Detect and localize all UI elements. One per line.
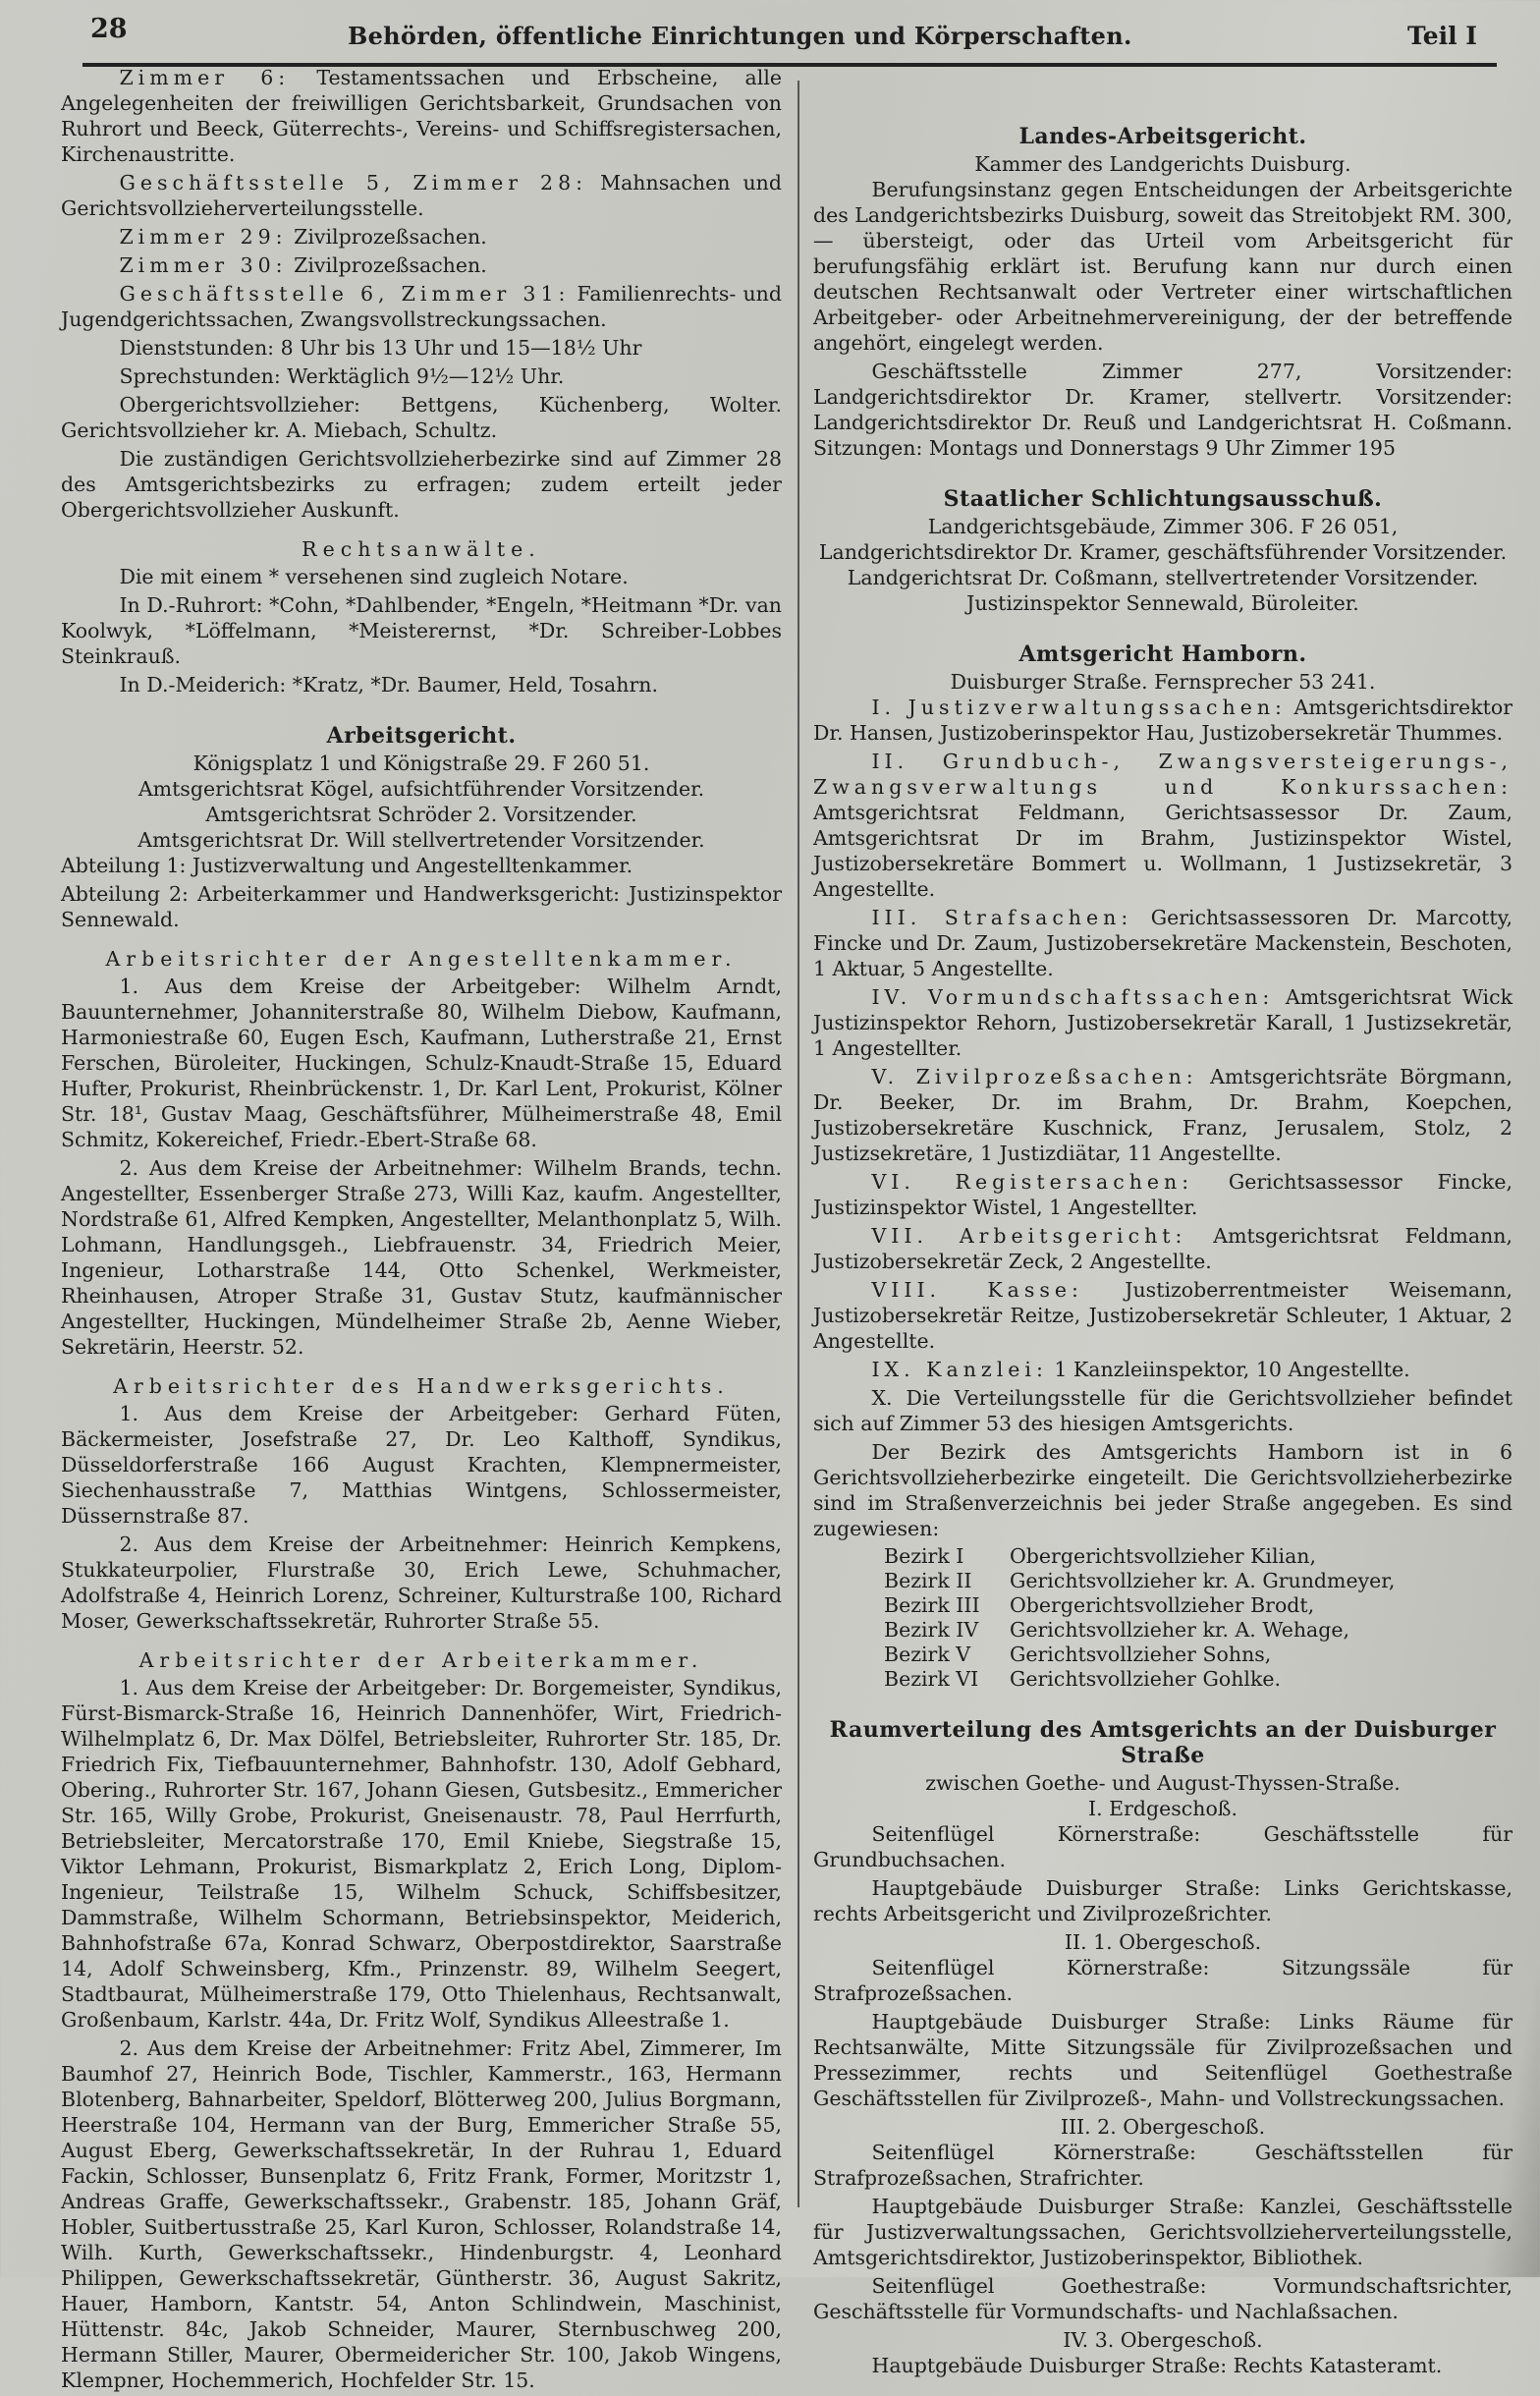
district-label: Bezirk VI <box>884 1667 979 1691</box>
centered-line: I. Erdgeschoß. <box>1087 1797 1238 1820</box>
paragraph-text: Familienrechts- und Jugendgerichtssachen, Zwangsvollstreckungssachen. <box>61 282 783 331</box>
paragraph-text: Hauptgebäude Duisburger Straße: Kanzlei, Geschäftsstelle für Justizverwaltungssachen, Gerichtsvollzieherverteilungsstelle, Amtsgerichtsdirektor, Justizoberinspektor, Bibliothek. <box>813 2195 1512 2269</box>
paragraph <box>61 672 782 697</box>
paragraph-text: Dienststunden: 8 Uhr bis 13 Uhr und 15—18½ Uhr <box>119 336 642 360</box>
paragraph-text: In D.-Ruhrort: *Cohn, *Dahlbender, *Engeln, *Heitmann *Dr. van Koolwyk, *Löffelmann, *Meisterernst, *Dr. Schreiber-Lobbes Steinkrauß. <box>61 593 782 668</box>
centered-line: Amtsgerichtsrat Dr. Will stellvertretender Vorsitzender. <box>138 828 705 852</box>
section-heading: Arbeitsgericht. <box>326 723 517 749</box>
paragraph-label: V. Zivilprozeßsachen: <box>871 1065 1198 1088</box>
district-row <box>884 1569 1512 1593</box>
paragraph-label: VIII. Kasse: <box>871 1278 1083 1302</box>
paragraph-text: Testamentssachen und Erbscheine, alle Angelegenheiten der freiwilligen Gerichtsbarkeit, Grundsachen von Ruhrort und Beeck, Güterrechts-, Vereins- und Schiffsregistersachen, Kirchenaustritte. <box>61 66 783 166</box>
centered-line: Amtsgerichtsrat Kögel, aufsichtführender Vorsitzender. <box>138 777 705 801</box>
paragraph-label: Geschäftsstelle 6, Zimmer 31: <box>119 282 571 306</box>
paragraph-text: Amtsgerichtsrat Wick Justizinspektor Rehorn, Justizobersekretär Karall, 1 Justizsekretär, 1 Angestellter. <box>813 985 1512 1060</box>
section-subheading: Arbeitsrichter der Arbeiterkammer. <box>138 1648 704 1672</box>
paragraph <box>61 2035 782 2393</box>
paragraph <box>61 1675 782 2033</box>
paragraph <box>813 1821 1512 1872</box>
district-officer: Obergerichtsvollzieher Brodt, <box>1010 1593 1315 1617</box>
paragraph-label: Geschäftsstelle 5, Zimmer 28: <box>119 171 588 195</box>
paragraph <box>61 335 782 361</box>
paragraph-text: Die mit einem * versehenen sind zugleich Notare. <box>119 565 629 588</box>
district-label: Bezirk IV <box>884 1618 979 1642</box>
centered-line: Amtsgerichtsrat Schröder 2. Vorsitzender. <box>205 803 637 826</box>
paragraph <box>813 1357 1512 1382</box>
paragraph-text: Seitenflügel Goethestraße: Vormundschaftsrichter, Geschäftsstelle für Vormundschafts- und Nachlaßsachen. <box>813 2274 1512 2323</box>
paragraph <box>813 2194 1512 2270</box>
paragraph <box>61 65 782 167</box>
section-subheading: Arbeitsrichter der Angestelltenkammer. <box>105 947 738 971</box>
paragraph-label: IX. Kanzlei: <box>871 1358 1048 1381</box>
paragraph-text: Justizoberrentmeister Weisemann, Justizobersekretär Reitze, Justizobersekretär Schleuter, 1 Aktuar, 2 Angestellte. <box>813 1278 1512 1353</box>
centered-line: Königsplatz 1 und Königstraße 29. F 260 51. <box>192 752 650 775</box>
paragraph <box>61 592 782 669</box>
paragraph-label: Zimmer 6: <box>119 66 291 89</box>
paragraph-text: In D.-Meiderich: *Kratz, *Dr. Baumer, Held, Tosahrn. <box>119 673 658 697</box>
paragraph-text: Seitenflügel Körnerstraße: Geschäftsstelle für Grundbuchsachen. <box>813 1822 1512 1871</box>
paragraph-text: Hauptgebäude Duisburger Straße: Rechts Katasteramt. <box>871 2354 1443 2377</box>
paragraph-text: 1. Aus dem Kreise der Arbeitgeber: Dr. Borgemeister, Syndikus, Fürst-Bismarck-Straße 16, Heinrich Dannenhöfer, Wirt, Friedrich-Wilhelmplatz 6, Dr. Max Dölfel, Betriebsleiter, Ruhrorter Str. 185, Dr. Friedrich Fix, Tiefbauunternehmer, Bahnhofstr. 130, Adolf Gebhard, Obering., Ruhrorter Str. 167, Johann Giesen, Gutsbesitz., Emmericher Str. 165, Willy Grobe, Prokurist, Gneisenaustr. 78, Paul Herrfurth, Betriebsleiter, Mercatorstraße 170, Emil Kniebe, Siegstraße 15, Viktor Lehmann, Prokurist, Bismarkplatz 2, Erich Long, Diplom-Ingenieur, Teilstraße 15, Wilhelm Schuck, Schiffsbesitzer, Dammstraße, Wilhelm Schormann, Betriebsinspektor, Meiderich, Bahnhofstraße 67a, Konrad Schwarz, Oberpostdirektor, Saarstraße 14, Adolf Schweinsberg, Kfm., Prinzenstr. 89, Wilhelm Seegert, Stadtbaurat, Mülheimerstraße 179, Otto Thielenhaus, Rechtsanwalt, Großenbaum, Karlstr. 44a, Dr. Fritz Wolf, Syndikus Alleestraße 1. <box>61 1676 782 2032</box>
section-heading: Landes-Arbeitsgericht. <box>1018 124 1307 149</box>
paragraph-text: Seitenflügel Körnerstraße: Geschäftsstellen für Strafprozeßsachen, Strafrichter. <box>813 2141 1512 2190</box>
paragraph-text: Die zuständigen Gerichtsvollzieherbezirke sind auf Zimmer 28 des Amtsgerichtsbezirks zu erfragen; zudem erteilt jeder Obergerichtsvollzieher Auskunft. <box>61 447 782 522</box>
centered-line: II. 1. Obergeschoß. <box>1064 1930 1262 1954</box>
paragraph <box>813 2140 1512 2191</box>
centered-line: Landgerichtsrat Dr. Coßmann, stellvertretender Vorsitzender. <box>847 566 1479 589</box>
district-row <box>884 1593 1512 1618</box>
paragraph-text: Zivilprozeßsachen. <box>287 225 487 249</box>
paragraph <box>813 749 1512 902</box>
section-subheading: Rechtsanwälte. <box>302 537 541 561</box>
paragraph-label: I. Justizverwaltungssachen: <box>871 696 1287 719</box>
paragraph <box>813 1169 1512 1220</box>
paragraph <box>61 363 782 389</box>
paragraph-label: IV. Vormundschaftssachen: <box>871 985 1275 1009</box>
paragraph <box>813 2353 1512 2378</box>
district-label: Bezirk V <box>884 1643 971 1666</box>
district-officer: Gerichtsvollzieher kr. A. Grundmeyer, <box>1010 1569 1396 1592</box>
section-heading: Staatlicher Schlichtungsausschuß. <box>943 486 1383 512</box>
paragraph <box>61 170 782 221</box>
paragraph-label: VI. Registersachen: <box>871 1170 1194 1194</box>
paragraph <box>61 224 782 250</box>
district-row <box>884 1643 1512 1667</box>
paragraph <box>813 1385 1512 1436</box>
page-number: 28 <box>90 14 128 44</box>
paragraph-label: II. Grundbuch-, Zwangsversteigerungs-, Zwangsverwaltungs und Konkurssachen: <box>813 750 1512 799</box>
paragraph <box>813 2009 1512 2111</box>
district-officer: Obergerichtsvollzieher Kilian, <box>1010 1544 1317 1568</box>
paragraph-text: Sprechstunden: Werktäglich 9½—12½ Uhr. <box>119 364 565 388</box>
district-label: Bezirk II <box>884 1569 972 1592</box>
paragraph-text: 1. Aus dem Kreise der Arbeitgeber: Gerhard Füten, Bäckermeister, Josefstraße 27, Dr. Leo Kalthoff, Syndikus, Düsseldorferstraße 166 August Krachten, Klempnermeister, Siechenhausstraße 7, Matthias Wintgens, Schlossermeister, Düssernstraße 87. <box>61 1402 782 1528</box>
paragraph <box>61 281 782 332</box>
district-row <box>884 1618 1512 1643</box>
paragraph-text: Hauptgebäude Duisburger Straße: Links Räume für Rechtsanwälte, Mitte Sitzungssäle für Zivilprozeßsachen und Pressezimmer, rechts und Seitenflügel Goethestraße Geschäftsstellen für Zivilprozeß-, Mahn- und Vollstreckungssachen. <box>813 2010 1512 2110</box>
entry-line: Abteilung 2: Arbeiterkammer und Handwerksgericht: Justizinspektor Sennewald. <box>61 882 782 931</box>
paragraph <box>61 564 782 589</box>
centered-line: III. 2. Obergeschoß. <box>1060 2115 1266 2139</box>
paragraph <box>813 905 1512 981</box>
entry-line: Abteilung 1: Justizverwaltung und Angestelltenkammer. <box>61 854 633 877</box>
paragraph <box>813 1955 1512 2006</box>
section-heading: Raumverteilung des Amtsgerichts an der Duisburger Straße <box>829 1717 1497 1768</box>
district-label: Bezirk III <box>884 1593 980 1617</box>
paragraph-text: Seitenflügel Körnerstraße: Sitzungssäle für Strafprozeßsachen. <box>813 1956 1512 2005</box>
paragraph-label: VII. Arbeitsgericht: <box>871 1224 1187 1248</box>
paragraph-text: Geschäftsstelle Zimmer 277, Vorsitzender: Landgerichtsdirektor Dr. Kramer, stellvertr. Vorsitzender: Landgerichtsdirektor Dr. Reuß und Landgerichtsrat H. Coßmann. Sitzungen: Montags und Donnerstags 9 Uhr Zimmer 195 <box>813 360 1512 460</box>
paragraph-text: 1 Kanzleiinspektor, 10 Angestellte. <box>1047 1358 1410 1381</box>
left-column <box>61 65 782 2396</box>
centered-line: Kammer des Landgerichts Duisburg. <box>974 152 1351 176</box>
paragraph-text: 2. Aus dem Kreise der Arbeitnehmer: Wilhelm Brands, techn. Angestellter, Essenberger Straße 273, Willi Kaz, kaufm. Angestellter, Nordstraße 61, Alfred Kempken, Angestellter, Melanthonplatz 5, Wilh. Lohmann, Handlungsgeh., Liebfrauenstr. 34, Friedrich Meier, Ingenieur, Lotharstraße 144, Otto Schenkel, Werkmeister, Rheinhausen, Atroper Straße 31, Gustav Stutz, kaufmännischer Angestellter, Huckingen, Mündelheimer Straße 2b, Aenne Wieber, Sekretärin, Heerstr. 52. <box>61 1156 782 1359</box>
section-heading: Amtsgericht Hamborn. <box>1018 641 1307 667</box>
paragraph <box>813 177 1512 356</box>
paragraph-text: Mahnsachen und Gerichtsvollzieherverteilungsstelle. <box>61 171 782 220</box>
paragraph-text: Gerichtsassessoren Dr. Marcotty, Fincke und Dr. Zaum, Justizobersekretäre Mackenstein, Beschoten, 1 Aktuar, 5 Angestellte. <box>813 906 1513 980</box>
bailiff-district-list <box>813 1544 1512 1692</box>
paragraph <box>61 1155 782 1360</box>
page-header <box>82 8 1497 67</box>
paragraph <box>813 1439 1512 1541</box>
centered-line: Landgerichtsgebäude, Zimmer 306. F 26 051, <box>927 515 1399 538</box>
paragraph-text: 2. Aus dem Kreise der Arbeitnehmer: Fritz Abel, Zimmerer, Im Baumhof 27, Heinrich Bode, Tischler, Kammerstr., 163, Hermann Blotenberg, Bahnarbeiter, Speldorf, Blötterweg 200, Julius Borgmann, Heerstraße 104, Hermann van der Burg, Emmericher Straße 55, August Eberg, Gewerkschaftssekretär, In der Ruhrau 1, Eduard Fackin, Schlosser, Bunsenplatz 6, Fritz Frank, Former, Moritzstr 1, Andreas Graffe, Gewerkschaftssekr., Grabenstr. 185, Johann Gräf, Hobler, Suitbertusstraße 25, Karl Kuron, Schlosser, Rolandstraße 14, Wilh. Kurth, Gewerkschaftssekr., Hindenburgstr. 4, Leonhard Philippen, Gewerkschaftssekretär, Güntherstr. 36, August Sakritz, Hauer, Hamborn, Kantstr. 54, Anton Schlindwein, Maschinist, Hüttenstr. 84c, Jakob Schneider, Maurer, Sternbuschweg 200, Hermann Stiller, Maurer, Obermeidericher Str. 100, Jakob Wingens, Klempner, Hochemmerich, Hochfelder Str. 15. <box>61 2036 782 2392</box>
paragraph <box>61 974 782 1152</box>
column-divider <box>798 81 799 2207</box>
paragraph <box>813 695 1512 746</box>
paragraph-text: Amtsgerichtsdirektor Dr. Hansen, Justizoberinspektor Hau, Justizobersekretär Thummes. <box>813 696 1512 745</box>
part-label: Teil I <box>1406 22 1477 50</box>
paragraph-text: Berufungsinstanz gegen Entscheidungen der Arbeitsgerichte des Landgerichtsbezirks Duisburg, soweit das Streitobjekt RM. 300,— übersteigt, oder das Urteil vom Arbeitsgericht für berufungsfähig erklärt ist. Berufung kann nur durch einen deutschen Rechtsanwalt oder Vertreter einer wirtschaftlichen Arbeitgeber- oder Arbeitnehmervereinigung, der der betreffende angehört, eingelegt werden. <box>813 178 1512 355</box>
paragraph <box>813 984 1512 1061</box>
paragraph-text: Amtsgerichtsrat Feldmann, Gerichtsassessor Dr. Zaum, Amtsgerichtsrat Dr im Brahm, Justizinspektor Wistel, Justizobersekretäre Bommert u. Wollmann, 1 Justizsekretär, 3 Angestellte. <box>813 801 1512 901</box>
paragraph <box>61 446 782 523</box>
paragraph-text: Amtsgerichtsräte Börgmann, Dr. Beeker, Dr. im Brahm, Dr. Brahm, Koepchen, Justizobersekretäre Kuschnick, Franz, Jerusalem, Stolz, 2 Justizsekretäre, 1 Justizdiätar, 11 Angestellte. <box>813 1065 1512 1165</box>
paragraph-label: III. Strafsachen: <box>871 906 1133 929</box>
paragraph-text: Der Bezirk des Amtsgerichts Hamborn ist in 6 Gerichtsvollzieherbezirke eingeteilt. Die Gerichtsvollzieherbezirke sind im Straßenverzeichnis bei jeder Straße angegeben. Es sind zugewiesen: <box>813 1440 1512 1540</box>
district-row <box>884 1544 1512 1569</box>
centered-line: Duisburger Straße. Fernsprecher 53 241. <box>950 670 1376 694</box>
paragraph-text: 1. Aus dem Kreise der Arbeitgeber: Wilhelm Arndt, Bauunternehmer, Johanniterstraße 80, Wilhelm Diebow, Kaufmann, Harmoniestraße 60, Eugen Esch, Kaufmann, Lutherstraße 21, Ernst Ferschen, Büroleiter, Huckingen, Schulz-Knaudt-Straße 15, Eduard Hufter, Prokurist, Rheinbrückenstr. 1, Dr. Karl Lent, Prokurist, Kölner Str. 18¹, Gustav Maag, Geschäftsführer, Mülheimerstraße 48, Emil Schmitz, Kokereichef, Friedr.-Ebert-Straße 68. <box>61 975 782 1151</box>
paragraph-text: Gerichtsassessor Fincke, Justizinspektor Wistel, 1 Angestellter. <box>813 1170 1512 1219</box>
district-officer: Gerichtsvollzieher kr. A. Wehage, <box>1010 1618 1350 1642</box>
centered-line: Justizinspektor Sennewald, Büroleiter. <box>966 591 1359 615</box>
paragraph <box>813 1223 1512 1274</box>
running-title: Behörden, öffentliche Einrichtungen und Körperschaften. <box>348 22 1132 50</box>
paragraph <box>813 1277 1512 1354</box>
paragraph-text: 2. Aus dem Kreise der Arbeitnehmer: Heinrich Kempkens, Stukkateurpolier, Flurstraße 30, Erich Lewe, Schuhmacher, Adolfstraße 4, Heinrich Lorenz, Schreiner, Kulturstraße 100, Richard Moser, Gewerkschaftssekretär, Ruhrorter Straße 55. <box>61 1532 782 1633</box>
paragraph <box>813 2273 1512 2324</box>
paragraph <box>61 1401 782 1529</box>
centered-line: Landgerichtsdirektor Dr. Kramer, geschäftsführender Vorsitzender. <box>818 540 1508 564</box>
paragraph-text: Obergerichtsvollzieher: Bettgens, Küchenberg, Wolter. Gerichtsvollzieher kr. A. Miebach, Schultz. <box>61 393 782 442</box>
paragraph <box>61 1532 782 1634</box>
paragraph-text: Zivilprozeßsachen. <box>287 253 487 277</box>
district-officer: Gerichtsvollzieher Sohns, <box>1010 1643 1272 1666</box>
district-label: Bezirk I <box>884 1544 964 1568</box>
paragraph-text: Amtsgerichtsrat Feldmann, Justizobersekretär Zeck, 2 Angestellte. <box>813 1224 1512 1273</box>
paragraph <box>61 392 782 443</box>
centered-line: IV. 3. Obergeschoß. <box>1063 2328 1263 2352</box>
paragraph-text: Hauptgebäude Duisburger Straße: Links Gerichtskasse, rechts Arbeitsgericht und Zivilprozeßrichter. <box>813 1876 1512 1925</box>
paragraph <box>813 359 1512 461</box>
paragraph <box>813 1875 1512 1926</box>
centered-line: zwischen Goethe- und August-Thyssen-Straße. <box>925 1771 1401 1795</box>
paragraph-text: X. Die Verteilungsstelle für die Gerichtsvollzieher befindet sich auf Zimmer 53 des hiesigen Amtsgerichts. <box>813 1386 1512 1435</box>
paragraph <box>61 252 782 278</box>
paragraph-label: Zimmer 30: <box>119 253 288 277</box>
paragraph-label: Zimmer 29: <box>119 225 288 249</box>
section-subheading: Arbeitsrichter des Handwerksgerichts. <box>113 1374 730 1398</box>
district-officer: Gerichtsvollzieher Gohlke. <box>1010 1667 1282 1691</box>
paragraph <box>813 1064 1512 1166</box>
district-row <box>884 1667 1512 1692</box>
right-column <box>813 98 1512 2381</box>
